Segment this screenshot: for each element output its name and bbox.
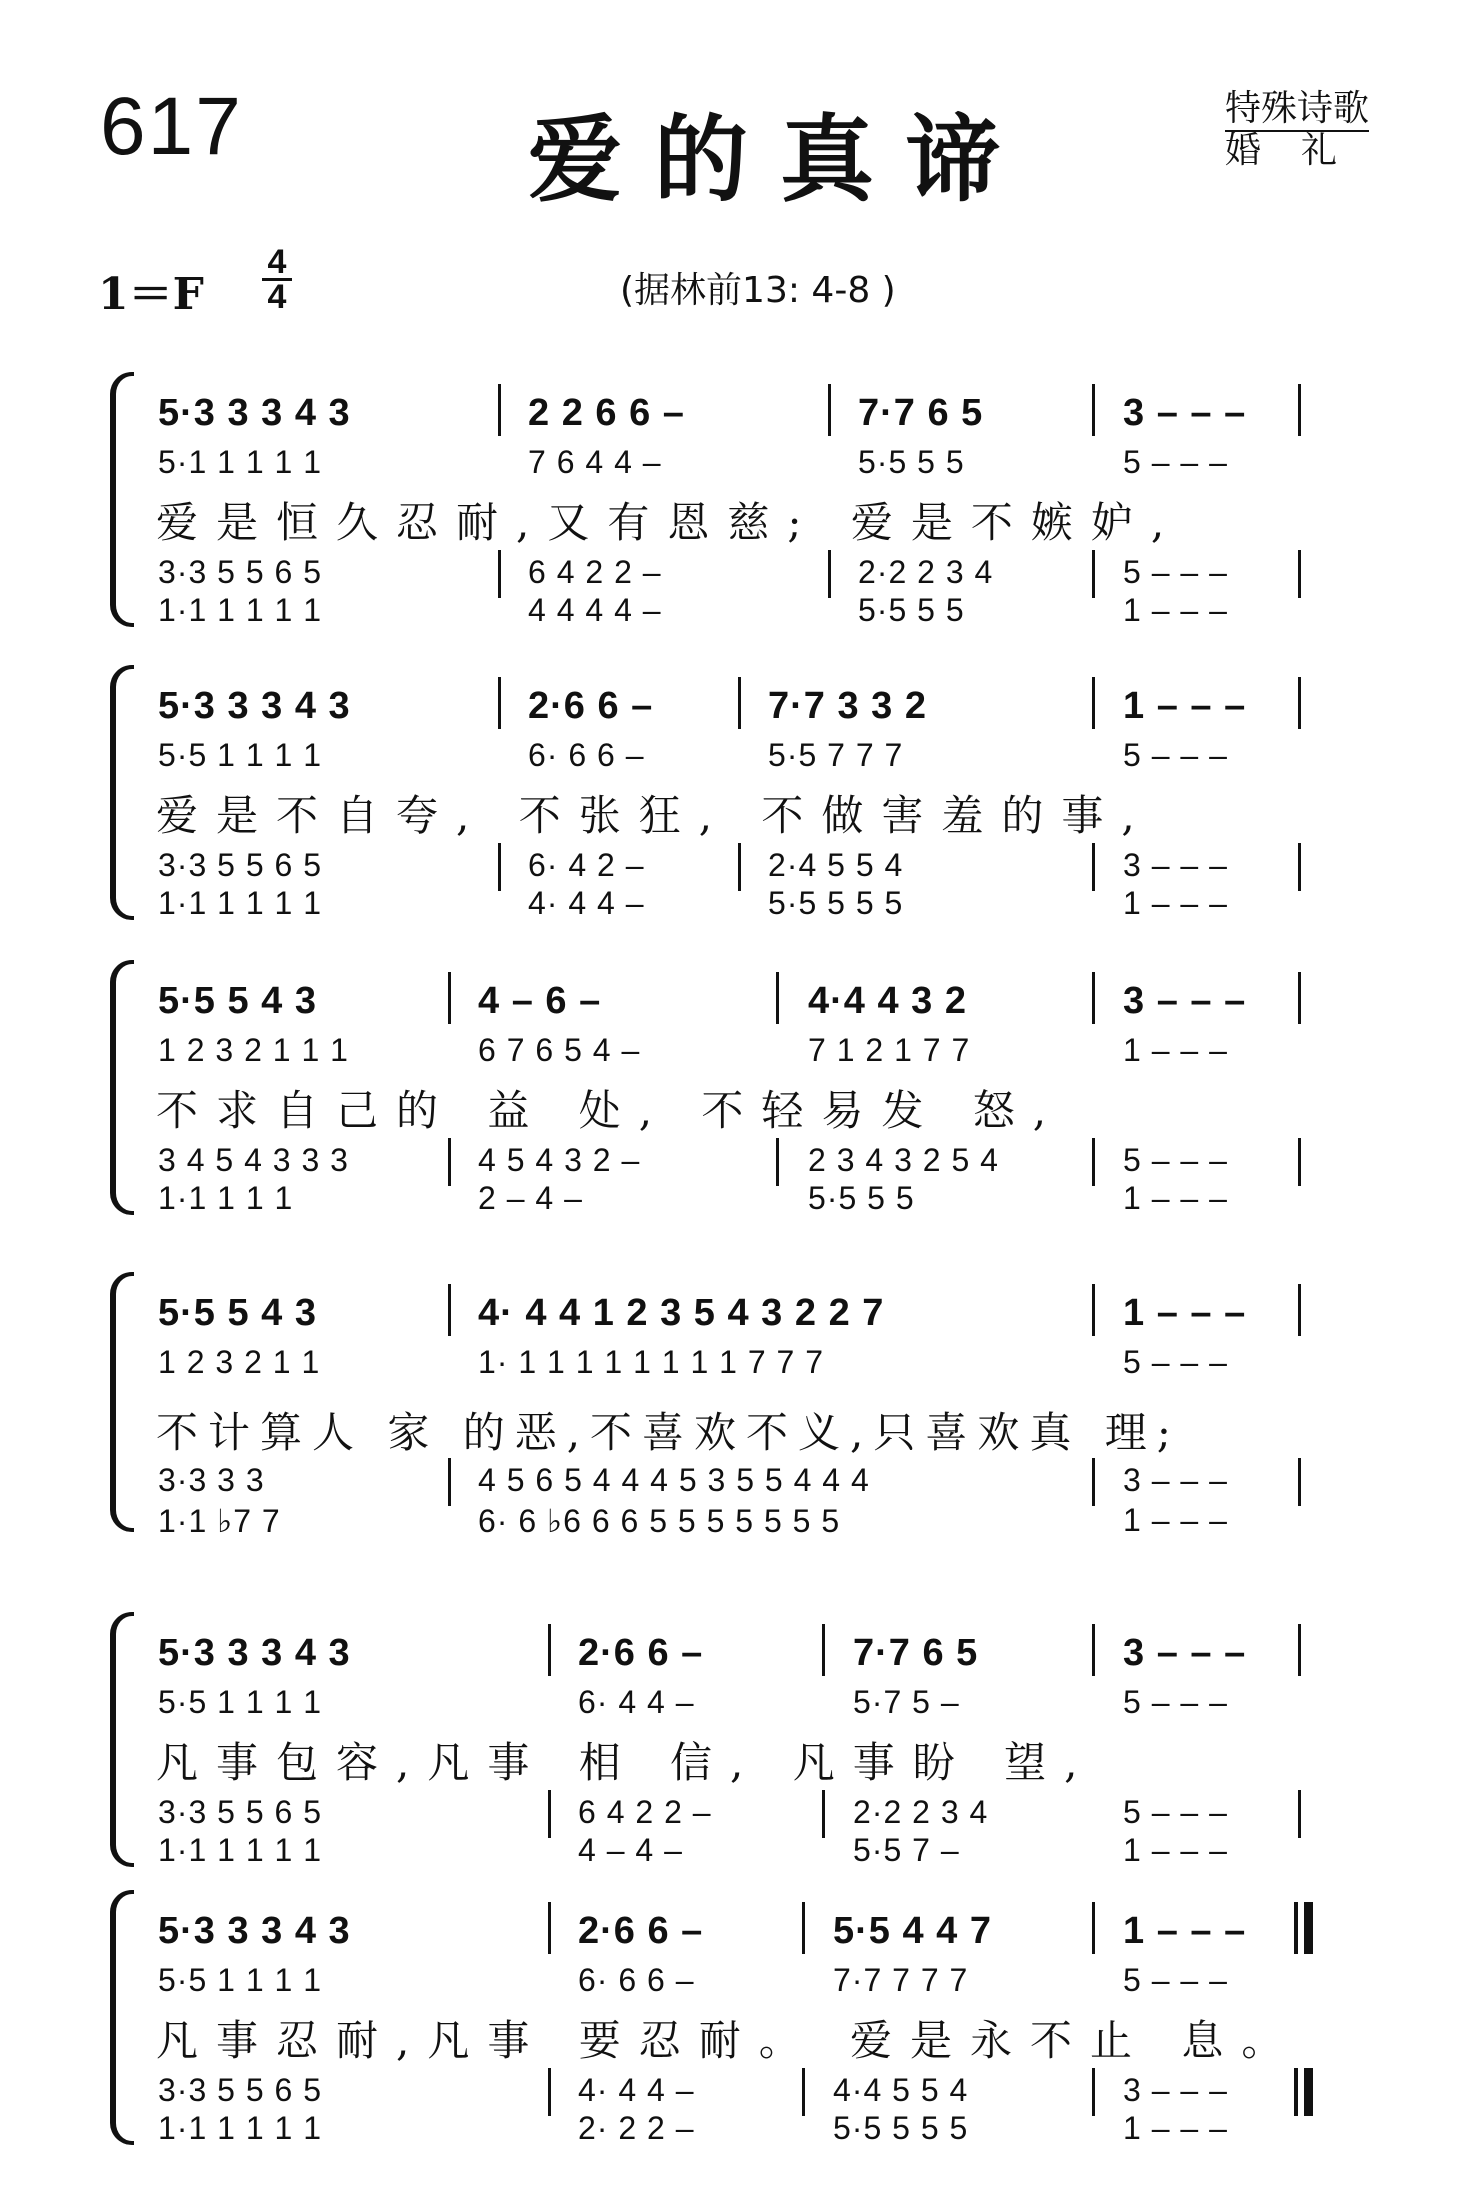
measure: 1 – – – — [1123, 1032, 1228, 1068]
system-bracket — [110, 1890, 134, 2145]
bar-line — [498, 677, 501, 729]
final-bar-thin — [1294, 2068, 1298, 2116]
measure: 7·7 7 7 7 — [833, 1962, 969, 1998]
lyric-line: 凡事忍耐,凡事 要忍耐。 爱是永不止 息。 — [156, 2016, 1302, 2065]
system-3 — [100, 960, 1400, 1215]
scripture-reference: (据林前13: 4-8 ) — [620, 270, 896, 311]
measure: 1 – – – — [1123, 1180, 1228, 1216]
measure: 5·5 7 – — [853, 1832, 960, 1868]
measure: 1 – – – — [1123, 1292, 1247, 1334]
bar-line — [1092, 843, 1095, 891]
occasion-label — [1225, 130, 1377, 172]
measure: 1·1 ♭7 7 — [158, 1503, 281, 1539]
bar-line — [1298, 550, 1301, 598]
measure: 3 – – – — [1123, 392, 1247, 434]
measure: 4· 4 4 – — [528, 885, 645, 921]
bar-line — [548, 2068, 551, 2116]
bar-line — [1092, 384, 1095, 436]
measure: 2 3 4 3 2 5 4 — [808, 1142, 999, 1178]
measure: 5·7 5 – — [853, 1684, 960, 1720]
measure: 6 4 2 2 – — [578, 1794, 712, 1830]
measure: 1·1 1 1 1 1 — [158, 592, 322, 628]
measure: 5·3 3 3 4 3 — [158, 392, 351, 434]
measure: 1 2 3 2 1 1 — [158, 1344, 321, 1380]
measure: 3·3 3 3 — [158, 1462, 265, 1498]
system-2 — [100, 665, 1400, 920]
measure: 3 – – – — [1123, 2072, 1228, 2108]
measure: 2·6 6 – — [528, 685, 654, 727]
measure: 1·1 1 1 1 1 — [158, 2110, 322, 2146]
system-4 — [100, 1272, 1400, 1539]
lyric-line: 爱是恒久忍耐,又有恩慈; 爱是不嫉妒, — [156, 498, 1183, 547]
measure: 6 7 6 5 4 – — [478, 1032, 641, 1068]
bar-line — [1298, 843, 1301, 891]
bar-line — [1092, 1138, 1095, 1186]
bar-line — [738, 843, 741, 891]
key-signature: 1＝F — [98, 269, 204, 320]
bar-line — [1298, 972, 1301, 1024]
measure: 1 2 3 2 1 1 1 — [158, 1032, 349, 1068]
measure: 5 – – – — [1123, 1794, 1228, 1830]
lyric-line: 不计算人 家 的恶,不喜欢不义,只喜欢真 理; — [156, 1408, 1181, 1457]
measure: 1 – – – — [1123, 1832, 1228, 1868]
measure: 5·5 5 5 — [808, 1180, 915, 1216]
measure: 6· 4 4 – — [578, 1684, 695, 1720]
measure: 4 5 4 3 2 – — [478, 1142, 641, 1178]
time-signature — [262, 243, 292, 316]
bar-line — [448, 1458, 451, 1506]
measure: 3·3 5 5 6 5 — [158, 2072, 322, 2108]
measure: 5 – – – — [1123, 444, 1228, 480]
measure: 4·4 4 3 2 — [808, 980, 967, 1022]
measure: 5·3 3 3 4 3 — [158, 1910, 351, 1952]
bar-line — [1092, 972, 1095, 1024]
bar-line — [776, 1138, 779, 1186]
system-6 — [100, 1890, 1400, 2145]
measure: 3 – – – — [1123, 1462, 1228, 1498]
measure: 5 – – – — [1123, 737, 1228, 773]
measure: 5·5 5 5 — [858, 444, 965, 480]
category-label: 特殊诗歌 — [1225, 88, 1369, 132]
measure: 3·3 5 5 6 5 — [158, 847, 322, 883]
time-signature-top: 4 — [262, 246, 292, 281]
bar-line — [548, 1790, 551, 1838]
measure: 1 – – – — [1123, 1910, 1247, 1952]
measure: 2·6 6 – — [578, 1910, 704, 1952]
final-bar-thick — [1304, 1902, 1313, 1954]
measure: 7 1 2 1 7 7 — [808, 1032, 971, 1068]
bar-line — [822, 1790, 825, 1838]
bar-line — [802, 2068, 805, 2116]
measure: 3 – – – — [1123, 980, 1247, 1022]
measure: 5·5 5 5 — [858, 592, 965, 628]
measure: 7·7 6 5 — [858, 392, 984, 434]
measure: 5·5 5 4 3 — [158, 980, 317, 1022]
measure: 4 5 6 5 4 4 4 5 3 5 5 4 4 4 — [478, 1462, 870, 1498]
bar-line — [1298, 1790, 1301, 1838]
time-signature-bottom: 4 — [267, 278, 287, 316]
lyric-line: 凡事包容,凡事 相 信, 凡事盼 望, — [156, 1738, 1096, 1787]
measure: 2 2 6 6 – — [528, 392, 685, 434]
occasion-char-1: 婚 — [1225, 130, 1262, 171]
bar-line — [822, 1624, 825, 1676]
measure: 3·3 5 5 6 5 — [158, 554, 322, 590]
measure: 1·1 1 1 1 1 — [158, 885, 322, 921]
measure: 2·6 6 – — [578, 1632, 704, 1674]
system-bracket — [110, 372, 134, 627]
bar-line — [448, 972, 451, 1024]
measure: 5·5 1 1 1 1 — [158, 737, 322, 773]
measure: 1 – – – — [1123, 885, 1228, 921]
system-1 — [100, 372, 1400, 627]
bar-line — [1092, 1902, 1095, 1954]
measure: 1 – – – — [1123, 2110, 1228, 2146]
measure: 2 – 4 – — [478, 1180, 583, 1216]
measure: 5·3 3 3 4 3 — [158, 685, 351, 727]
system-bracket — [110, 1272, 134, 1532]
measure: 4 – 4 – — [578, 1832, 683, 1868]
lyric-line: 不求自己的 益 处, 不轻易发 怒, — [156, 1086, 1065, 1135]
measure: 5·5 5 4 3 — [158, 1292, 317, 1334]
measure: 1 – – – — [1123, 1502, 1228, 1538]
lyric-line: 爱是不自夸, 不张狂, 不做害羞的事, — [156, 791, 1153, 840]
measure: 1 – – – — [1123, 685, 1247, 727]
bar-line — [548, 1902, 551, 1954]
bar-line — [498, 843, 501, 891]
occasion-char-2: 礼 — [1301, 130, 1338, 171]
measure: 6· 6 6 – — [528, 737, 645, 773]
page-title: 爱的真谛 — [528, 105, 1033, 215]
measure: 5 – – – — [1123, 1684, 1228, 1720]
bar-line — [1092, 1624, 1095, 1676]
measure: 1 – – – — [1123, 592, 1228, 628]
system-bracket — [110, 1612, 134, 1867]
measure: 5·5 5 5 5 — [833, 2110, 969, 2146]
bar-line — [776, 972, 779, 1024]
bar-line — [828, 384, 831, 436]
measure: 5·5 4 4 7 — [833, 1910, 992, 1952]
measure: 4·4 5 5 4 — [833, 2072, 969, 2108]
measure: 5·5 5 5 5 — [768, 885, 904, 921]
bar-line — [1298, 384, 1301, 436]
measure: 4 – 6 – — [478, 980, 602, 1022]
bar-line — [1298, 1138, 1301, 1186]
measure: 5·1 1 1 1 1 — [158, 444, 322, 480]
bar-line — [448, 1138, 451, 1186]
measure: 3 – – – — [1123, 847, 1228, 883]
measure: 5·5 1 1 1 1 — [158, 1684, 322, 1720]
measure: 3 – – – — [1123, 1632, 1247, 1674]
measure: 7·7 6 5 — [853, 1632, 979, 1674]
measure: 5 – – – — [1123, 554, 1228, 590]
system-bracket — [110, 665, 134, 920]
bar-line — [802, 1902, 805, 1954]
measure: 5 – – – — [1123, 1344, 1228, 1380]
measure: 3·3 5 5 6 5 — [158, 1794, 322, 1830]
measure: 6 4 2 2 – — [528, 554, 662, 590]
bar-line — [448, 1284, 451, 1336]
bar-line — [738, 677, 741, 729]
system-5 — [100, 1612, 1400, 1867]
measure: 6· 6 6 – — [578, 1962, 695, 1998]
measure: 2·2 2 3 4 — [858, 554, 994, 590]
final-bar-thick — [1304, 2068, 1313, 2116]
measure: 2·4 5 5 4 — [768, 847, 904, 883]
bar-line — [828, 550, 831, 598]
measure: 7·7 3 3 2 — [768, 685, 927, 727]
measure: 5·5 1 1 1 1 — [158, 1962, 322, 1998]
bar-line — [1092, 1458, 1095, 1506]
system-bracket — [110, 960, 134, 1215]
bar-line — [1298, 1624, 1301, 1676]
bar-line — [1298, 1458, 1301, 1506]
final-bar-thin — [1294, 1902, 1298, 1954]
measure: 6· 6 ♭6 6 6 5 5 5 5 5 5 5 — [478, 1503, 841, 1539]
measure: 4 4 4 4 – — [528, 592, 662, 628]
measure: 2·2 2 3 4 — [853, 1794, 989, 1830]
measure: 5·5 7 7 7 — [768, 737, 904, 773]
bar-line — [1092, 677, 1095, 729]
bar-line — [1298, 677, 1301, 729]
bar-line — [1092, 2068, 1095, 2116]
bar-line — [1092, 550, 1095, 598]
bar-line — [498, 550, 501, 598]
measure: 4· 4 4 – — [578, 2072, 695, 2108]
measure: 1·1 1 1 1 — [158, 1180, 294, 1216]
measure: 1·1 1 1 1 1 — [158, 1832, 322, 1868]
measure: 5 – – – — [1123, 1142, 1228, 1178]
measure: 2· 2 2 – — [578, 2110, 695, 2146]
measure: 1· 1 1 1 1 1 1 1 1 7 7 7 — [478, 1344, 825, 1380]
bar-line — [1092, 1284, 1095, 1336]
bar-line — [1298, 1284, 1301, 1336]
measure: 5 – – – — [1123, 1962, 1228, 1998]
measure: 6· 4 2 – — [528, 847, 645, 883]
measure: 3 4 5 4 3 3 3 — [158, 1142, 349, 1178]
bar-line — [548, 1624, 551, 1676]
bar-line — [498, 384, 501, 436]
measure: 4· 4 4 1 2 3 5 4 3 2 2 7 — [478, 1292, 885, 1334]
measure: 7 6 4 4 – — [528, 444, 662, 480]
measure: 5·3 3 3 4 3 — [158, 1632, 351, 1674]
hymn-number: 617 — [100, 81, 243, 172]
